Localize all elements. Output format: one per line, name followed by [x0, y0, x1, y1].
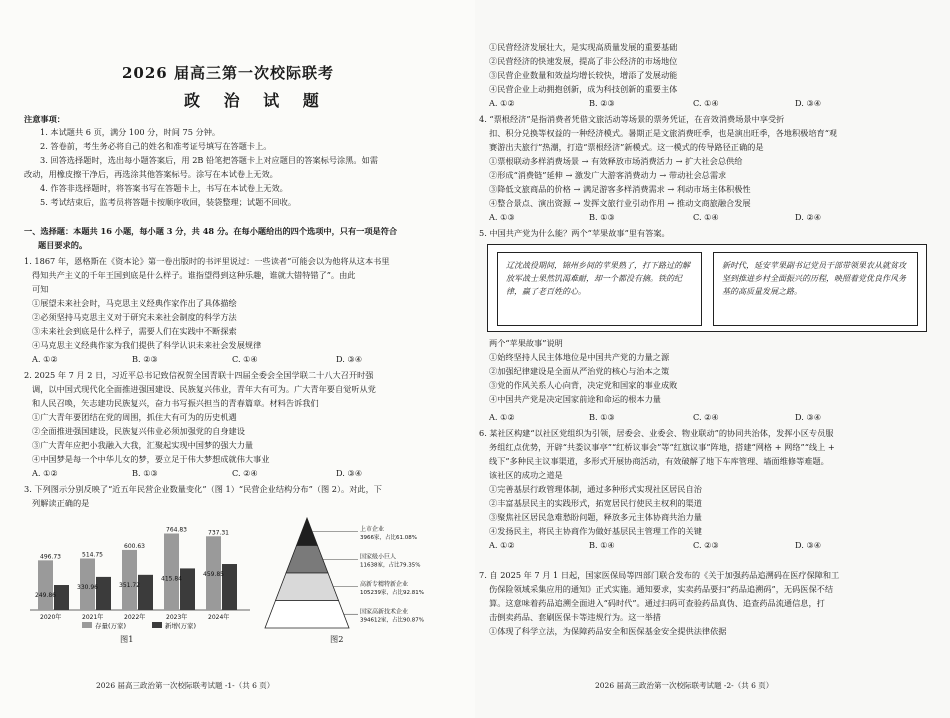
figure-2-caption: 图2 — [330, 634, 344, 644]
bar-new — [138, 575, 153, 610]
q3-choice-a[interactable]: A. ①② — [489, 98, 515, 108]
question-4-stem: 4. “票根经济”是指消费者凭借文旅活动等场景的票务凭证，在音效消费场景中享受折 — [479, 114, 785, 124]
bar-new — [96, 577, 111, 610]
q2-choice-a[interactable]: A. ①② — [32, 468, 58, 478]
q5-option: ③党的作风关系人心向背，决定党和国家的事业成败 — [489, 380, 678, 390]
tick-label: 2022年 — [124, 614, 146, 621]
pyramid-level — [286, 546, 328, 574]
bar-stock — [164, 534, 179, 610]
q3-option: ④民营企业上动拥抱创新，成为科技创新的重要主体 — [489, 84, 678, 94]
question-7-stem: 伤保险领域采集应用的通知》正式实施。通知要求，实卖药品要扫“药品追溯码”，无码医保不结 — [489, 584, 834, 594]
figure-1-caption: 图1 — [120, 634, 134, 644]
pyramid-detail: 3966家，占比61.08% — [360, 534, 417, 541]
notice-item: 3. 回答选择题时，选出每小题答案后，用 2B 铅笔把答题卡上对应题目的答案标号涂黑。如需 — [40, 155, 378, 165]
q4-option: ③降低文旅商品的价格 → 满足游客多样消费需求 → 利动市场主体积极性 — [489, 184, 751, 194]
q5-story-1-box — [497, 252, 702, 326]
q1-choice-a[interactable]: A. ①② — [32, 354, 58, 364]
q4-choice-c[interactable]: C. ①④ — [693, 212, 719, 222]
data-label-stock: 514.75 — [82, 551, 103, 559]
q5-choice-d[interactable]: D. ③④ — [795, 412, 822, 422]
q3-choice-b[interactable]: B. ②③ — [589, 98, 615, 108]
q4-option: ④整合景点、演出资源 → 发挥文旅行业引动作用 → 推动文商旅融合发展 — [489, 198, 751, 208]
q5-choice-c[interactable]: C. ②④ — [693, 412, 719, 422]
data-label-stock: 496.73 — [40, 553, 61, 561]
q1-choice-b[interactable]: B. ②③ — [132, 354, 158, 364]
pyramid-label: 国家高新技术企业 — [360, 608, 409, 616]
tick-label: 2023年 — [166, 614, 188, 621]
q5-choice-a[interactable]: A. ①② — [489, 412, 515, 422]
notice-item: 1. 本试题共 6 页，满分 100 分，时间 75 分钟。 — [40, 127, 221, 137]
notice-item: 改动，用橡皮擦干净后，再选涂其他答案标号。涂写在本试卷上无效。 — [24, 169, 278, 179]
pyramid-label: 高新专精特新企业 — [360, 580, 409, 588]
question-7-stem: 算。这意味着药品追溯全面进入“码时代”。通过扫码可查验药品真伪、追查药品流通信息，打 — [489, 598, 825, 608]
subject-title: 政 治 试 题 — [184, 91, 328, 110]
q6-choice-a[interactable]: A. ①② — [489, 540, 515, 550]
pyramid-level — [276, 573, 339, 601]
bar-new — [54, 585, 69, 610]
bar-new — [180, 568, 195, 610]
pyramid-label: 国家级小巨人 — [360, 553, 397, 561]
figure-1-bar-chart — [22, 512, 264, 647]
data-label-stock: 764.83 — [166, 526, 187, 534]
pyramid-detail: 11638家，占比79.35% — [360, 562, 421, 569]
q3-option: ②民营经济的快速发展，提高了非公经济的市场地位 — [489, 56, 678, 66]
q6-choice-d[interactable]: D. ③④ — [795, 540, 822, 550]
q5-option: ②加强纪律建设是全面从严治党的核心与治本之策 — [489, 366, 670, 376]
pyramid-detail: 105239家，占比92.81% — [360, 589, 424, 596]
q6-option: ②丰富基层民主的实践形式，拓宽居民行使民主权利的渠道 — [489, 498, 702, 508]
q6-option: ①完善基层行政管理体制，通过多种形式实现社区居民自治 — [489, 484, 702, 494]
q4-choice-b[interactable]: B. ①③ — [589, 212, 615, 222]
q5-choice-b[interactable]: B. ①③ — [589, 412, 615, 422]
pyramid-label: 上市企业 — [360, 525, 385, 533]
question-7-stem: 击倒卖药品、套刷医保卡等违规行为。这一举措 — [489, 612, 661, 622]
q1-choice-c[interactable]: C. ①④ — [232, 354, 258, 364]
data-label-new: 415.84 — [161, 575, 182, 583]
bar-new — [222, 564, 237, 610]
legend-swatch-new — [152, 622, 162, 628]
q1-choice-d[interactable]: D. ③④ — [336, 354, 363, 364]
question-6-stem: 6. 某社区构建“以社区党组织为引领，居委会、业委会、物业联动”的协同共治体，发挥小区专员服 — [479, 428, 834, 438]
q1-option: ④马克思主义经典作家为我们提供了科学认识未来社会发展规律 — [32, 340, 262, 350]
page-right — [475, 0, 950, 718]
question-2-stem: 调，以中国式现代化全面推进强国建设、民族复兴伟业，青年大有可为。广大青年要自觉听从党 — [32, 384, 376, 394]
q2-choice-b[interactable]: B. ①③ — [132, 468, 158, 478]
q5-story-2: 新时代，延安苹果副书记党员干部带领果农从就贫攻坚到推进乡村全面振兴的历程，映照着党优良作风务基的高质量发展之路。 — [722, 261, 906, 296]
q3-choice-d[interactable]: D. ③④ — [795, 98, 822, 108]
q7-option: ①体现了科学立法，为保障药品安全和医保基金安全提供法律依据 — [489, 626, 727, 636]
q4-option: ②形成“消费链”延伸 → 激发广大游客消费动力 → 带动社会总需求 — [489, 170, 727, 180]
q5-story-1: 辽沈战役期间，锦州乡间的苹果熟了，打下路过的解放军战士果然饥渴难耐，却一个都没有摘。铁的纪律，赢了老百姓的心。 — [506, 261, 690, 296]
tick-label: 2021年 — [82, 614, 104, 621]
notice-item: 5. 考试结束后，监考员将答题卡按顺序收回，装袋整理；试题不回收。 — [40, 197, 297, 207]
page-footer: 2026 届高三政治第一次校际联考试题 -2-（共 6 页） — [595, 681, 774, 690]
question-4-stem: 赛游出夫旅行”热潮，打造“票根经济”新模式。这一模式的传导路径正确的是 — [489, 142, 764, 152]
q6-option: ③聚焦社区居民急难愁盼问题，释放多元主体协商共治力量 — [489, 512, 702, 522]
question-3-stem: 3. 下列图示分别反映了“近五年民营企业数量变化”（图 1）“民营企业结构分布”（图 2）。对此，下 — [24, 484, 382, 494]
tick-label: 2024年 — [208, 614, 230, 621]
q2-choice-c[interactable]: C. ②④ — [232, 468, 258, 478]
question-7-stem: 7. 自 2025 年 7 月 1 日起，国家医保局等四部门联合发布的《关于加强药品追溯码在医疗保障和工 — [479, 570, 840, 580]
page-footer: 2026 届高三政治第一次校际联考试题 -1-（共 6 页） — [96, 681, 275, 690]
question-2-stem: 2. 2025 年 7 月 2 日，习近平总书记致信祝贺全国青联十四届全委会全国学联二十八大召开时强 — [24, 370, 374, 380]
q6-choice-b[interactable]: B. ①④ — [589, 540, 615, 550]
q4-choice-a[interactable]: A. ①③ — [489, 212, 515, 222]
q1-option: ②必须坚持马克思主义对于研究未来社会制度的科学方法 — [32, 312, 237, 322]
q3-option: ①民营经济发展壮大，是实现高质量发展的重要基础 — [489, 42, 678, 52]
question-4-stem: 扣、积分兑换等权益的一种经济模式。暑期正是文旅消费旺季，也是演出旺季，各地积极培育“观 — [489, 128, 838, 138]
tick-label: 2020年 — [40, 614, 62, 621]
q1-option: ①展望未来社会时，马克思主义经典作家作出了具体描绘 — [32, 298, 237, 308]
q5-lead: 两个“苹果故事”说明 — [489, 338, 563, 348]
pyramid-level — [265, 601, 349, 629]
q6-choice-c[interactable]: C. ②③ — [693, 540, 719, 550]
data-label-new: 459.85 — [203, 571, 224, 579]
question-1-stem: 得知共产主义的千年王国到底是什么样子。谁指望得到这种乐趣，谁就大错特错了”。由此 — [32, 270, 356, 280]
section-heading-cont: 题目要求的。 — [38, 240, 88, 250]
pyramid-detail: 394612家，占比90.87% — [360, 617, 424, 624]
figure-2-pyramid — [262, 512, 472, 632]
data-label-new: 351.72 — [119, 581, 140, 589]
question-1-stem: 可知 — [32, 284, 49, 294]
q3-choice-c[interactable]: C. ①④ — [693, 98, 719, 108]
question-5-stem: 5. 中国共产党为什么能？两个“苹果故事”里有答案。 — [479, 228, 670, 238]
question-2-stem: 和人民召唤，矢志建功民族复兴，奋力书写振兴担当的青春篇章。材料告诉我们 — [32, 398, 319, 408]
notice-item: 2. 答卷前，考生务必将自己的姓名和准考证号填写在答题卡上。 — [40, 141, 272, 151]
q5-option: ④中国共产党是决定国家前途和命运的根本力量 — [489, 394, 661, 404]
data-label-new: 330.96 — [77, 583, 98, 591]
q4-choice-d[interactable]: D. ②④ — [795, 212, 822, 222]
q2-option: ②全面推进强国建设，民族复兴伟业必须加强党的自身建设 — [32, 426, 245, 436]
question-6-stem: 线下”多种民主议事渠道，多形式开展协商活动，有效破解了地下车库管理、墙面维修等难题。 — [489, 456, 829, 466]
legend-swatch-stock — [82, 622, 92, 628]
q4-option: ①票根联动多样消费场景 → 有效释放市场消费活力 → 扩大社会总供给 — [489, 156, 743, 166]
data-label-new: 249.86 — [35, 592, 56, 600]
question-6-stem: 务组红点优势，开辟“共娄议事亭”“红桥议事会”等“红旗议事”阵地，搭建“网格 + 网络”“线上 + — [489, 442, 835, 452]
notice-heading: 注意事项： — [24, 114, 65, 124]
question-1-stem: 1. 1867 年，恩格斯在《资本论》第一卷出版时的书评里说过：一些读者“可能会以为他将从这本书里 — [24, 256, 390, 266]
bar-stock — [38, 560, 53, 610]
legend-label-new: 新增(万家) — [165, 622, 197, 630]
q2-option: ④中国梦是每一个中华儿女的梦，要立足于伟大梦想成就伟大事业 — [32, 454, 270, 464]
legend-label-stock: 存量(万家) — [95, 622, 127, 630]
question-3-stem: 列解读正确的是 — [32, 498, 90, 508]
q2-option: ③广大青年应把小我融入大我，汇聚起实现中国梦的强大力量 — [32, 440, 254, 450]
q1-option: ③未来社会到底是什么样子，需要人们在实践中不断探索 — [32, 326, 237, 336]
question-6-stem: 该社区的成功之道是 — [489, 470, 563, 480]
q5-option: ①始终坚持人民主体地位是中国共产党的力量之源 — [489, 352, 670, 362]
section-heading: 一、选择题：本题共 16 小题，每小题 3 分，共 48 分。在每小题给出的四个选项中，只有一项是符合 — [24, 226, 398, 236]
q5-story-2-box — [713, 252, 918, 326]
bar-stock — [122, 550, 137, 610]
exam-title: 2026 届高三第一次校际联考 — [122, 64, 334, 82]
q2-option: ①广大青年要团结在党的周围，抓住大有可为的历史机遇 — [32, 412, 237, 422]
q3-option: ③民营企业数量和效益均增长较快，增添了发展动能 — [489, 70, 678, 80]
data-label-stock: 600.63 — [124, 542, 145, 550]
q2-choice-d[interactable]: D. ③④ — [336, 468, 363, 478]
q6-option: ④发扬民主，将民主协商作为做好基层民主管理工作的关键 — [489, 526, 702, 536]
data-label-stock: 737.31 — [208, 529, 229, 537]
notice-item: 4. 作答非选择题时，将答案书写在答题卡上，书写在本试卷上无效。 — [40, 183, 288, 193]
